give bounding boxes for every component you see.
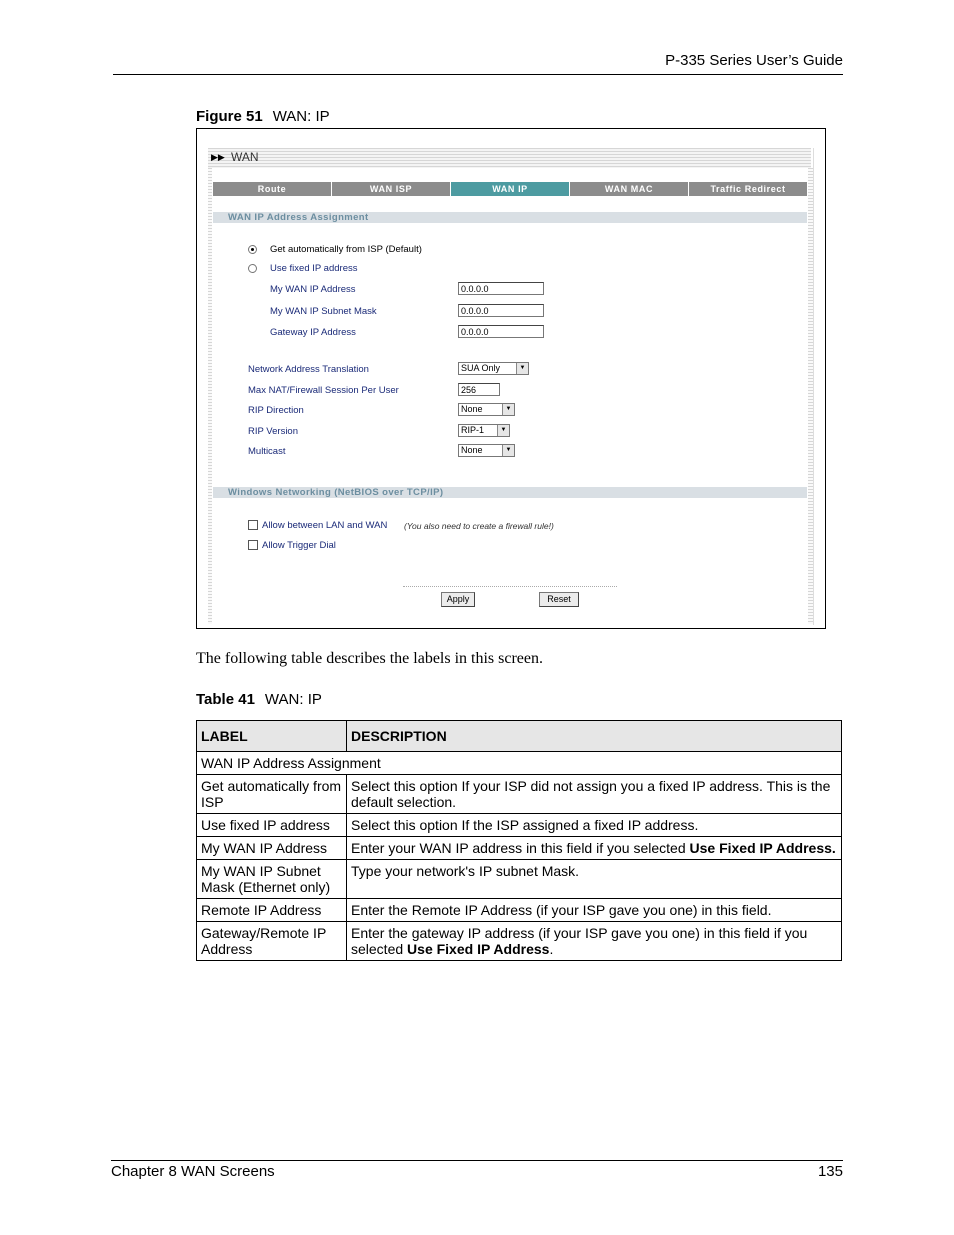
description-table: [196, 720, 842, 961]
desc-bold: Use Fixed IP Address: [407, 941, 550, 957]
radio-get-automatically[interactable]: [248, 245, 257, 254]
row-description: Select this option If the ISP assigned a fixed IP address.: [347, 814, 842, 837]
row-description: Type your network's IP subnet Mask.: [347, 860, 842, 899]
row-label: Remote IP Address: [197, 899, 347, 922]
tab-wan-ip[interactable]: WAN IP: [451, 182, 569, 196]
header-label: LABEL: [197, 721, 347, 752]
row-description: Select this option If your ISP did not assign you a fixed IP address. This is the default selection.: [347, 775, 842, 814]
table-row: [197, 837, 842, 860]
desc-text-post: .: [549, 941, 554, 957]
tab-bar: [213, 182, 808, 196]
table-row: [197, 922, 842, 961]
row-description: [347, 922, 842, 961]
gateway-ip-label: Gateway IP Address: [270, 327, 356, 338]
table-row: [197, 860, 842, 899]
desc-text: Enter your WAN IP address in this field if you selected: [351, 840, 690, 856]
page-footer: [111, 1160, 843, 1185]
wan-screen: [208, 148, 814, 625]
row-label: Use fixed IP address: [197, 814, 347, 837]
chevron-down-icon: ▼: [502, 445, 514, 456]
table-section-row: [197, 752, 842, 775]
page-header: [113, 50, 843, 75]
chevron-down-icon: ▼: [502, 404, 514, 415]
gateway-ip-input[interactable]: 0.0.0.0: [458, 325, 544, 338]
right-border-stripe: [808, 168, 813, 624]
desc-bold: Use Fixed IP Address.: [689, 840, 836, 856]
allow-trigger-dial-label: Allow Trigger Dial: [262, 540, 336, 551]
table-title: WAN: IP: [264, 691, 322, 708]
radio-get-automatically-label: Get automatically from ISP (Default): [270, 244, 422, 255]
table-header-row: [197, 721, 842, 752]
nat-select[interactable]: [458, 362, 529, 375]
rip-version-label: RIP Version: [248, 426, 298, 437]
section-windows-networking: Windows Networking (NetBIOS over TCP/IP): [213, 487, 807, 498]
multicast-label: Multicast: [248, 446, 286, 457]
row-label: Gateway/Remote IP Address: [197, 922, 347, 961]
row-label: My WAN IP Address: [197, 837, 347, 860]
max-nat-session-input[interactable]: 256: [458, 383, 500, 396]
my-wan-ip-label: My WAN IP Address: [270, 284, 356, 295]
figure-number: Figure 51: [196, 108, 263, 125]
my-wan-ip-input[interactable]: 0.0.0.0: [458, 282, 544, 295]
intro-paragraph: The following table describes the labels in this screen.: [196, 650, 544, 667]
nat-label: Network Address Translation: [248, 364, 369, 375]
window-titlebar: [208, 148, 811, 168]
page-number: 135: [817, 1163, 843, 1180]
nat-select-value: SUA Only: [461, 363, 501, 373]
reset-button[interactable]: Reset: [539, 592, 579, 607]
left-border-stripe: [208, 168, 212, 624]
section-wan-ip-assignment: WAN IP Address Assignment: [213, 212, 807, 223]
radio-use-fixed-ip-label: Use fixed IP address: [270, 263, 358, 274]
subnet-mask-label: My WAN IP Subnet Mask: [270, 306, 377, 317]
max-nat-session-label: Max NAT/Firewall Session Per User: [248, 385, 399, 396]
row-label: Get automatically from ISP: [197, 775, 347, 814]
rip-version-value: RIP-1: [461, 425, 485, 435]
tab-traffic-redirect[interactable]: Traffic Redirect: [689, 182, 807, 196]
desc-text: Enter the gateway IP address (if your ISP gave you one) in this field if you selected: [351, 925, 808, 957]
chapter-title: Chapter 8 WAN Screens: [111, 1163, 275, 1180]
row-description: [347, 837, 842, 860]
rip-version-select[interactable]: [458, 424, 510, 437]
table-row: [197, 775, 842, 814]
allow-lan-wan-label: Allow between LAN and WAN: [262, 520, 388, 531]
table-row: [197, 899, 842, 922]
header-description: DESCRIPTION: [347, 721, 842, 752]
rip-direction-label: RIP Direction: [248, 405, 304, 416]
multicast-select[interactable]: [458, 444, 515, 457]
multicast-value: None: [461, 445, 483, 455]
apply-button[interactable]: Apply: [441, 592, 475, 607]
figure-caption: [196, 108, 330, 125]
rip-direction-value: None: [461, 404, 483, 414]
guide-title: P-335 Series User’s Guide: [665, 52, 843, 69]
firewall-rule-note: (You also need to create a firewall rule!): [404, 521, 554, 531]
row-label: My WAN IP Subnet Mask (Ethernet only): [197, 860, 347, 899]
allow-trigger-dial-checkbox[interactable]: [248, 540, 258, 550]
subnet-mask-input[interactable]: 0.0.0.0: [458, 304, 544, 317]
figure-title: WAN: IP: [272, 108, 330, 125]
rip-direction-select[interactable]: [458, 403, 515, 416]
radio-use-fixed-ip[interactable]: [248, 264, 257, 273]
table-caption: [196, 691, 322, 708]
divider: [403, 586, 617, 587]
figure-screenshot: [196, 128, 826, 629]
tab-wan-isp[interactable]: WAN ISP: [332, 182, 450, 196]
section-cell: WAN IP Address Assignment: [197, 752, 842, 775]
tab-route[interactable]: Route: [213, 182, 331, 196]
row-description: Enter the Remote IP Address (if your ISP gave you one) in this field.: [347, 899, 842, 922]
table-number: Table 41: [196, 691, 255, 708]
chevron-right-icon: ▶▶: [211, 152, 225, 162]
tab-wan-mac[interactable]: WAN MAC: [570, 182, 688, 196]
window-title: WAN: [231, 150, 259, 164]
table-row: [197, 814, 842, 837]
allow-lan-wan-checkbox[interactable]: [248, 520, 258, 530]
chevron-down-icon: ▼: [497, 425, 509, 436]
chevron-down-icon: ▼: [516, 363, 528, 374]
